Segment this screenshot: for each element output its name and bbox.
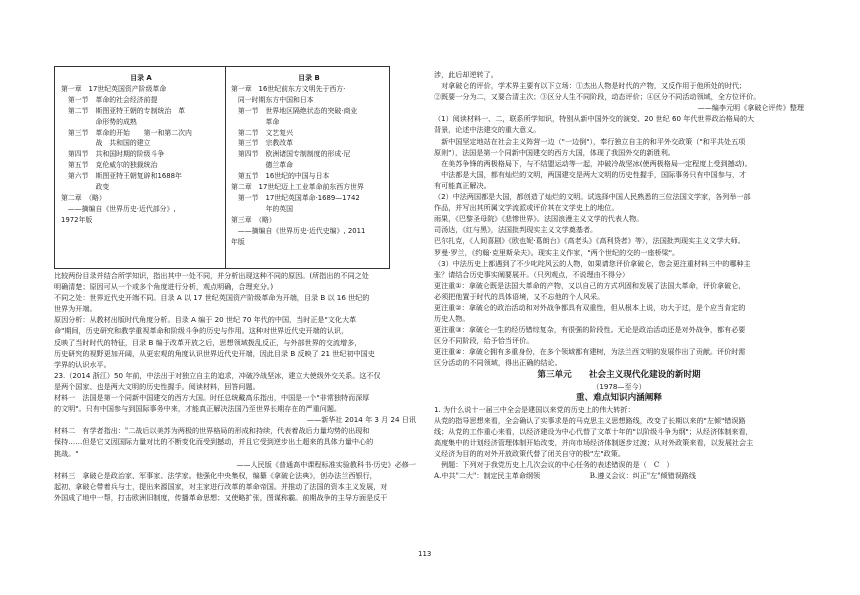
text-line: 中法都是大国，都有灿烂的文明，两国建交是两大文明的历史性握手，国际事务只有中国参与，才 — [434, 169, 747, 179]
text-line: 年版 — [231, 237, 245, 246]
text-line: 1972年版 — [61, 215, 93, 224]
text-line: 材料一 法国是第一个同新中国建交的西方大国。时任总统戴高乐指出，中国是一个"非常独特而深厚 — [54, 393, 370, 403]
text-line: 线；从党的工作重心来看，以经济建设为中心代替了文革十年的"以阶级斗争为纲"；从经济体制来看， — [434, 426, 753, 436]
text-line: 原因分析：从教材出版时代角度分析。目录 A 编于 20 世纪 70 年代的中国，当时正是"文化大革 — [54, 315, 357, 325]
toc-b-title: 目录 B — [298, 74, 320, 82]
text-line: 第一章 17世纪英国资产阶级革命 — [61, 84, 167, 93]
unit-subtitle: （1978—至今） — [592, 381, 646, 391]
text-line: 外国成了地中一帮，打击欧洲旧制度，传播革命思想；又使略扩张，图谋称霸。前期战争的主导方面是反干 — [54, 492, 388, 502]
text-line: 年的英国 — [231, 204, 294, 213]
left-column — [54, 270, 416, 503]
text-line: 张？请结合历史事实阐要展开。（只列观点，不说理由不得分） — [434, 269, 630, 279]
text-line: 从党的指导思想来看，全会确认了实事求是的马克思主义思想路线，改变了长期以来的"左倾"错误路 — [434, 415, 746, 425]
text-line: 1. 为什么说十一届三中全会是建国以来党的历史上的伟大转折： — [434, 404, 635, 414]
unit-title: 第三单元 社会主义现代化建设的新时期 — [537, 369, 701, 380]
text-line: 明确清楚；原因可从一个或多个角度进行分析，观点明确，合理充分。) — [54, 282, 274, 292]
text-line: 反映了当时时代的特征，目录 B 编于改革开放之后，思想领域拨乱反正，与外部世界的交流增多， — [54, 337, 362, 347]
text-line: 政变 — [61, 183, 110, 192]
text-line: 是两个国家、也是两大文明的历史性握手。阅读材料，回答问题。 — [54, 381, 260, 391]
text-line: ——摘编自《世界历史·近代史编》, 2011 — [231, 226, 366, 235]
text-line: 第一节 世界地区隔绝状态的突破·商业 — [231, 106, 358, 115]
text-line: ——新华社 2014 年 3 月 24 日讯 — [307, 415, 416, 425]
text-line: 保持……但是它又因国际力量对比的不断变化而受到撼动，并且它受到逆步出土超来的具体力量中心的 — [54, 437, 374, 447]
text-line: 巴尔扎克，《人间喜剧》《欧也妮·葛朗台》《高老头》《高利贷者》等），法国批判现实主义文学大师。 — [434, 236, 745, 246]
text-line: 第二章 17世纪迈上工业革命前东西方世界 — [231, 183, 364, 192]
right-text — [434, 69, 804, 369]
text-line: 雨果，《巴黎圣母院》《悲惨世界》。法国浪漫主义文学的代表人物。 — [434, 214, 644, 224]
text-line: 更注重③：拿破仑一生的经历错综复杂，有很强的阶段性。无论是政治活动还是对外战争，都有必要 — [434, 325, 746, 335]
text-line: 第四节 共和国时期的阶级斗争 — [61, 150, 165, 159]
text-line: 更注重④：拿破仑拥有多重身份，在多个领域都有建树，为法兰西文明的发展作出了贡献。评价时需 — [434, 347, 746, 357]
text-line: 材料三 拿破仑是政治家、军事家、法学家。他强化中央集权，编纂《拿破仑法典》，创办法兰西银行， — [54, 470, 377, 480]
text-line: 第四节 欧洲诸国专制制度的形成·尼 — [231, 150, 351, 159]
text-line: 起初，拿破仑带着兵与士，提出来源国家，对主家进行改革的革命帝国。并推动了法国的资本主义发展，对 — [54, 481, 388, 491]
text-line: 罗曼·罗兰，《约翰·克里斯朵夫》。现实主义作家，"两个世纪的交的一座桥梁"。 — [434, 247, 680, 257]
text-line: 第一节 17世纪英国革命·1689—1742 — [231, 193, 360, 202]
text-line: 挑战。" — [54, 448, 79, 458]
text-line: ——摘编自《世界历史·近代部分》, — [61, 204, 176, 213]
text-line: 第二节 斯图亚特王朝的专制统治 革 — [61, 106, 186, 115]
text-line: 革命 — [231, 117, 280, 126]
text-line: 对拿破仑的评价，学术界主要有以下立场：①杰出人物是时代的产物，又反作用于他所处的时代； — [434, 81, 747, 91]
text-line: 第三节 革命的开始 第一和第二次内 — [61, 128, 192, 137]
text-line: 学界的认识水平。 — [54, 359, 111, 369]
text-line: 战 共和国的建立 — [61, 139, 151, 148]
text-line: （2）中法两国都是大国，都创造了灿烂的文明。试选择中国人民熟悉的三位法国文学家，各列举一部 — [434, 192, 751, 202]
text-line: （1）阅读材料一、二，联系所学知识，特别从新中国外交的演变、20 世纪 60 年代世界政治格局的大 — [434, 114, 755, 124]
page-number: 113 — [418, 550, 432, 558]
text-line: 第五节 克伦威尔的独裁统治 — [61, 161, 158, 170]
text-line: 司汤达，《红与黑》，法国批判现实主义文学奠基者。 — [434, 225, 598, 235]
text-line: 涉，此后却逆转了。 — [434, 70, 498, 79]
text-line: 不同之处：世界近代史开端不同。目录 A 以 17 世纪英国资产阶级革命为开端，目录 B 以 16 世纪的 — [54, 293, 370, 303]
box-divider — [225, 67, 226, 268]
text-line: 第五节 16世纪的中国与日本 — [231, 172, 330, 181]
text-line: 第二节 文艺复兴 — [231, 128, 294, 137]
text-line: 必须把他置于时代的具体语境，又不忘他的个人风采。 — [434, 291, 605, 301]
toc-b — [231, 73, 387, 248]
text-line: 高度集中的计划经济管理体制开始改变，并向市场经济体制逐步过渡；从对外政策来看，以发展社会主 — [434, 437, 754, 447]
toc-a-lines — [61, 84, 221, 226]
text-line: A.中共"二大"：制定民主革命纲领 B.遵义会议：纠正"左"倾错误路线 — [434, 471, 696, 481]
text-line: 例题：下列对于我党历史上几次会议的中心任务的表述错误的是（ C ） — [434, 460, 674, 470]
text-line: 原则"），法国是第一个同新中国建交的西方大国，体现了我国外交的新胜利。 — [434, 147, 675, 157]
text-line: 第三节 宗教改革 — [231, 139, 294, 148]
text-line: （3）中法历史上都遇到了不少叱咤风云的人物，如果请您评价拿破仑，您会更注重材料三中的哪种主 — [434, 258, 751, 268]
text-line: 义经济为目的的对外开放政策代替了闭关自守的极"左"政策。 — [434, 449, 625, 458]
left-text — [54, 270, 416, 503]
text-line: 材料二 有学者指出："二战后以美苏为两极的世界格局的形成和持续，代表着战后力量均势的出现和 — [54, 426, 370, 436]
text-line: 历史人物。 — [434, 314, 470, 324]
right-column — [434, 69, 804, 481]
toc-a-title: 目录 A — [130, 74, 152, 82]
text-line: 第三章 （略） — [231, 215, 276, 224]
section-heading: 重、难点知识内涵阐释 — [576, 392, 662, 403]
text-line: 区分活动的不同领域，得出正确的结论。 — [434, 358, 562, 368]
text-line: 在美苏争锋的两极格局下，与不结盟运动等一起，冲破冷战坚冰(使两极格局一定程度上受到撼动)。 — [434, 158, 752, 168]
text-line: 新中国坚定地站在社会主义阵营一边（"一边倒"），奉行独立自主的和平外交政策（"和平共处五项 — [434, 136, 746, 146]
text-line: 区分不同阶段，给予恰当评价。 — [434, 336, 534, 346]
text-line: 第一节 革命的社会经济前提 — [61, 95, 158, 104]
text-line: 第六节 斯图亚特王朝复辟和1688年 — [61, 172, 182, 181]
text-line: 23.（2014 浙江）50 年前，中法出于对独立自主的追求，冲破冷战坚冰，建立大使级外交关系。这不仅 — [54, 370, 381, 380]
text-line: 命形势的成熟 — [61, 117, 137, 126]
text-line: ——人民版《普通高中课程标准实验教科书·历史》必修一 — [236, 459, 416, 469]
text-line: 德兰革命 — [231, 161, 294, 170]
text-line: ——编李元明《拿破仑评传》整理 — [697, 103, 804, 113]
text-line: 世界为开端。 — [54, 304, 97, 314]
text-line: 作品，并写出其所属文学流派或评价其在文学史上的地位。 — [434, 203, 619, 213]
text-line: ②既要一分为二，又要合清主次；③区分人生不同阶段，动态评价；④区分不同活动领域，全方位评价。 — [434, 92, 761, 102]
text-line: 第一章 16世纪前东方文明先于西方· — [231, 84, 346, 93]
text-line: 更注重①：拿破仑既是法国大革命的产物，又以自己的方式巩固和发展了法国大革命，评价拿破仑， — [434, 280, 746, 290]
text-line: 更注重②：拿破仑的政治活动和对外战争都具有双重性，但从根本上说，功大于过，是个应当肯定的 — [434, 302, 746, 312]
toc-a — [61, 73, 221, 226]
text-line: 命"期间，历史研究和教学重视革命和阶级斗争的历史与作用。这种对世界近代史开端的认识， — [54, 326, 349, 336]
text-line: 背景，论述中法建交的重大意义。 — [434, 125, 541, 135]
toc-b-lines — [231, 84, 387, 248]
text-line: 的文明"。只有中国参与到国际事务中来，才能真正解决法国乃至世界长期存在的严重问题。 — [54, 404, 342, 414]
text-line: 比较两份目录并结合所学知识，指出其中一处不同，并分析出现这种不同的原因。(所指出的不同之处 — [54, 271, 369, 280]
text-line: 有可能真正解决。 — [434, 180, 491, 190]
text-line: 第二章 （略） — [61, 193, 106, 202]
text-line: 同一时期东方中国和日本 — [231, 95, 314, 104]
toc-comparison-box — [54, 66, 390, 269]
text-line: 历史研究的视野更加开阔，从更宏观的角度认识世界近代史开端，因此目录 B 反映了 21 世纪初中国史 — [54, 348, 375, 358]
right-text-2 — [434, 404, 804, 482]
